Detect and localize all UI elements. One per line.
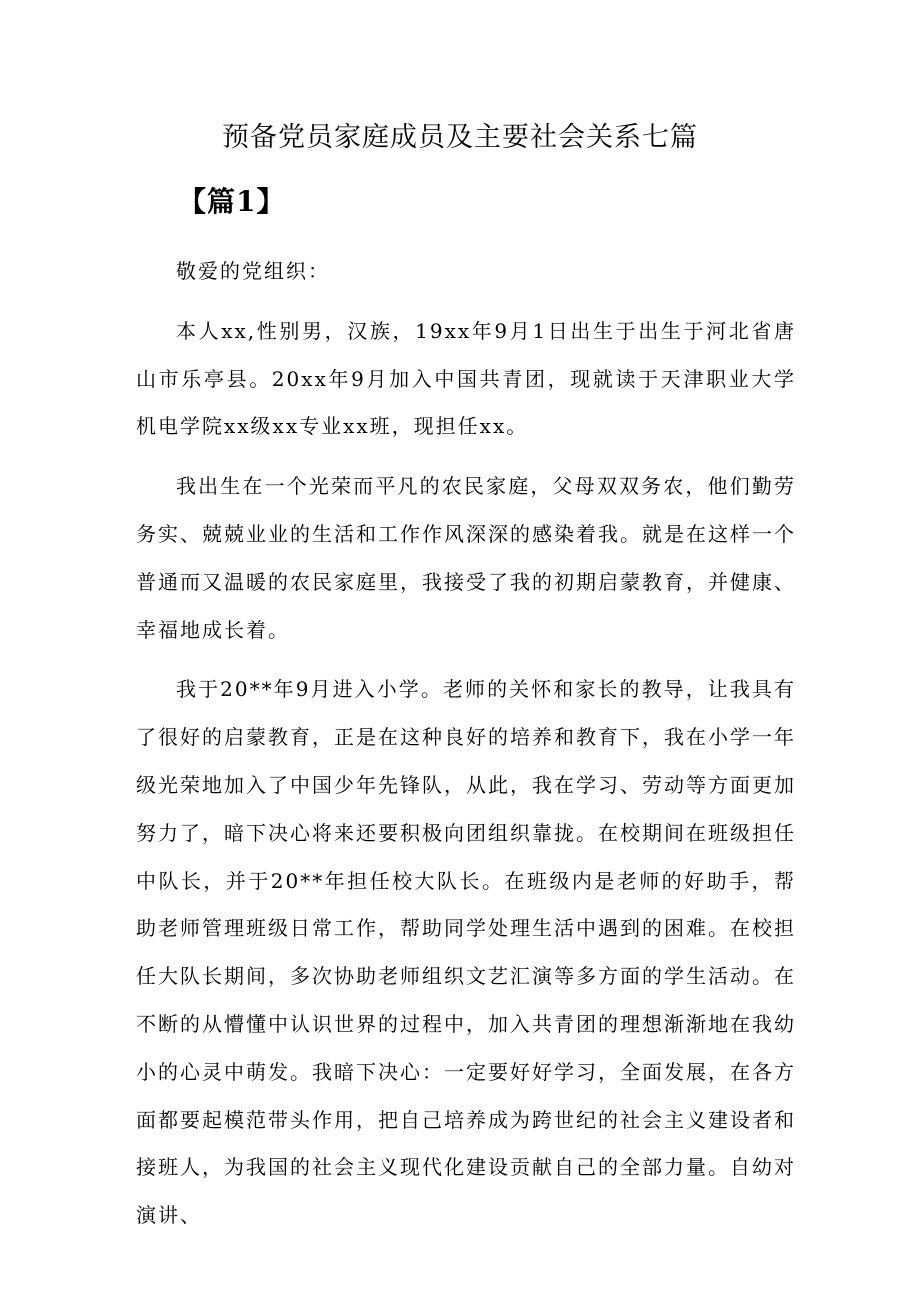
paragraph-2: 我出生在一个光荣而平凡的农民家庭，父母双双务农，他们勤劳务实、兢兢业业的生活和工作作风深深的感染着我。就是在这样一个普通而又温暖的农民家庭里，我接受了我的初期启蒙教育，并健康、幸福地成长着。 [136,474,796,642]
section-heading: 【篇1】 [178,185,286,218]
document-title: 预备党员家庭成员及主要社会关系七篇 [222,122,698,153]
paragraph-1: 本人xx,性别男，汉族，19xx年9月1日出生于出生于河北省唐山市乐亭县。20xx年9月加入中国共青团，现就读于天津职业大学机电学院xx级xx专业xx班，现担任xx。 [136,318,796,439]
paragraph-3: 我于20**年9月进入小学。老师的关怀和家长的教导，让我具有了很好的启蒙教育，正是在这种良好的培养和教育下，我在小学一年级光荣地加入了中国少年先锋队，从此，我在学习、劳动等方面更加努力了，暗下决心将来还要积极向团组织靠拢。在校期间在班级担任中队长，并于20**年担任校大队长。在班级内是老师的好助手，帮助老师管理班级日常工作，帮助同学处理生活中遇到的困难。在校担任大队长期间，多次协助老师组织文艺汇演等多方面的学生活动。在不断的从懵懂中认识世界的过程中，加入共青团的理想渐渐地在我幼小的心灵中萌发。我暗下决心：一定要好好学习，全面发展，在各方面都要起模范带头作用，把自己培养成为跨世纪的社会主义建设者和接班人，为我国的社会主义现代化建设贡献自己的全部力量。自幼对演讲、 [136,677,796,1228]
greeting-line: 敬爱的党组织： [176,259,330,283]
document-body [136,248,796,1240]
